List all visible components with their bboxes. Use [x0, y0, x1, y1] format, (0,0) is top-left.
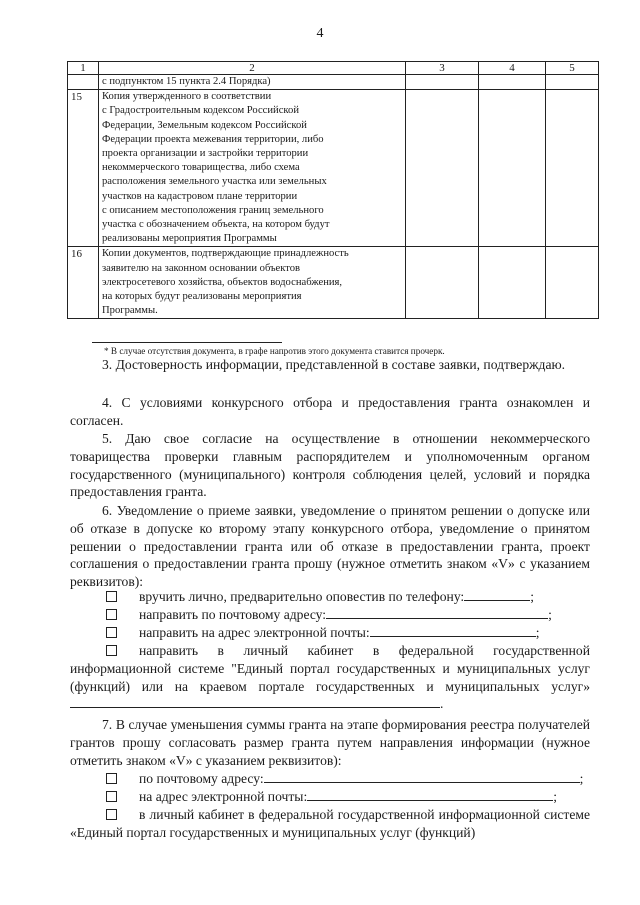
table-cell-line: электросетевого хозяйства, объектов водоснабжения,	[102, 276, 343, 288]
punctuation: ;	[530, 589, 534, 604]
punctuation: ;	[548, 607, 552, 622]
table-cell-text	[99, 90, 406, 247]
table-cell-line: с Градостроительным кодексом Российской	[102, 105, 300, 117]
table-cell-empty	[479, 90, 546, 247]
table-cell-line: реализованы мероприятия Программы	[102, 233, 277, 245]
paragraph-6: 6. Уведомление о приеме заявки, уведомление о принятом решении о допуске или об отказе в допуске ко второму этапу конкурсного отбора, уведомление о принятом решении о предоставлении гранта или об отказе в предоставлении гранта, проект соглашения о предоставлении гранта прошу (нужное отметить знаком «V» с указанием реквизитов):	[70, 503, 590, 590]
table-cell-line: заявителю на законном основании объектов	[102, 262, 301, 274]
table-header-row	[68, 62, 599, 75]
table-cell-empty	[546, 247, 599, 319]
table-cell-empty	[546, 75, 599, 90]
checkbox-in-person[interactable]	[106, 591, 117, 602]
blank-field[interactable]	[326, 618, 548, 619]
table-cell-number: 15	[68, 90, 99, 247]
column-header-2: 2	[99, 62, 406, 75]
checkbox7-postal[interactable]	[106, 773, 117, 784]
table-cell-number: 16	[68, 247, 99, 319]
table-cell-line: проекта организации и застройки территории	[102, 148, 309, 160]
option-label: в личный кабинет в федеральной государственной информационной системе «Единый портал государственных и муниципальных услуг (функций)	[70, 807, 590, 840]
blank-field[interactable]	[70, 707, 440, 708]
table-cell-empty	[406, 90, 479, 247]
table-cell-empty	[546, 90, 599, 247]
checkbox7-email[interactable]	[106, 791, 117, 802]
page-number: 4	[316, 26, 324, 41]
checkbox-personal-account[interactable]	[106, 645, 117, 656]
option7-email	[70, 788, 590, 806]
column-header-5: 5	[546, 62, 599, 75]
table-row-continued	[68, 75, 599, 90]
table-cell-line: некоммерческого товарищества, либо схема	[102, 162, 300, 174]
option-label: на адрес электронной почты:	[139, 789, 308, 804]
option-postal	[70, 606, 590, 624]
table-row-16	[68, 247, 599, 319]
table-cell-line: Федерации, Земельным кодексом Российской	[102, 119, 307, 131]
table-cell-empty	[68, 75, 99, 90]
punctuation: ;	[553, 789, 557, 804]
paragraph-3: 3. Достоверность информации, представленной в составе заявки, подтверждаю.	[102, 357, 566, 372]
checkbox-email[interactable]	[106, 627, 117, 638]
option-label: вручить лично, предварительно оповестив по телефону:	[139, 589, 465, 604]
table-cell-empty	[479, 247, 546, 319]
punctuation: .	[440, 696, 444, 712]
column-header-1: 1	[68, 62, 99, 75]
table-cell-line: участка с обозначением объекта, на котором будут	[102, 219, 330, 231]
table-cell-line: Копии документов, подтверждающие принадлежность	[102, 248, 349, 260]
blank-field[interactable]	[264, 782, 580, 783]
documents-table	[67, 61, 599, 319]
option-label: направить на адрес электронной почты:	[139, 625, 370, 640]
punctuation: ;	[535, 625, 540, 640]
table-row-15	[68, 90, 599, 247]
paragraph-4: 4. С условиями конкурсного отбора и предоставления гранта ознакомлен и согласен.	[70, 395, 590, 428]
table-cell-line: Копия утвержденного в соответствии	[102, 91, 272, 103]
table-cell-empty	[406, 75, 479, 90]
table-cell-empty	[406, 247, 479, 319]
column-header-4: 4	[479, 62, 546, 75]
option-in-person	[70, 588, 590, 606]
option-email	[70, 624, 590, 642]
footnote-divider	[92, 342, 282, 343]
table-cell-line: участков на кадастровом плане территории	[102, 190, 298, 202]
blank-field[interactable]	[370, 636, 536, 637]
table-cell-empty	[479, 75, 546, 90]
checkbox7-personal-account[interactable]	[106, 809, 117, 820]
option-label: направить по почтовому адресу:	[139, 607, 327, 622]
punctuation: ;	[579, 771, 584, 786]
paragraph-5: 5. Даю свое согласие на осуществление в отношении некоммерческого товарищества проверки главным распорядителем и уполномоченным органом государственного (муниципального) контроля соблюдения целей, условий и порядка предоставления гранта.	[70, 431, 590, 500]
table-cell-line: расположения земельного участка или земельных	[102, 176, 327, 188]
footnote: * В случае отсутствия документа, в графе напротив этого документа ставится прочерк.	[104, 346, 445, 356]
table-cell-line: Федерации проекта межевания территории, либо	[102, 133, 324, 145]
table-cell-text: с подпунктом 15 пункта 2.4 Порядка)	[99, 75, 406, 90]
table-cell-text	[99, 247, 406, 319]
blank-field[interactable]	[464, 600, 530, 601]
column-header-3: 3	[406, 62, 479, 75]
option7-postal	[70, 770, 590, 788]
table-cell-line: с описанием местоположения границ земельного	[102, 204, 324, 216]
checkbox-postal[interactable]	[106, 609, 117, 620]
option-personal-account	[70, 642, 590, 713]
option-label: по почтовому адресу:	[139, 771, 264, 786]
option-label: направить в личный кабинет в федеральной государственной информационной системе "Единый портал государственных и муниципальных услуг (функций) или на краевом портале государственных и муниципальных услуг»	[70, 643, 590, 694]
table-cell-line: Программы.	[102, 305, 158, 317]
paragraph-7: 7. В случае уменьшения суммы гранта на этапе формирования реестра получателей грантов прошу согласовать размер гранта путем направления информации (нужное отметить знаком «V» с указанием реквизитов):	[70, 717, 590, 768]
blank-field[interactable]	[307, 800, 553, 801]
option7-personal-account	[70, 806, 590, 842]
table-cell-line: на которых будут реализованы мероприятия	[102, 291, 302, 303]
